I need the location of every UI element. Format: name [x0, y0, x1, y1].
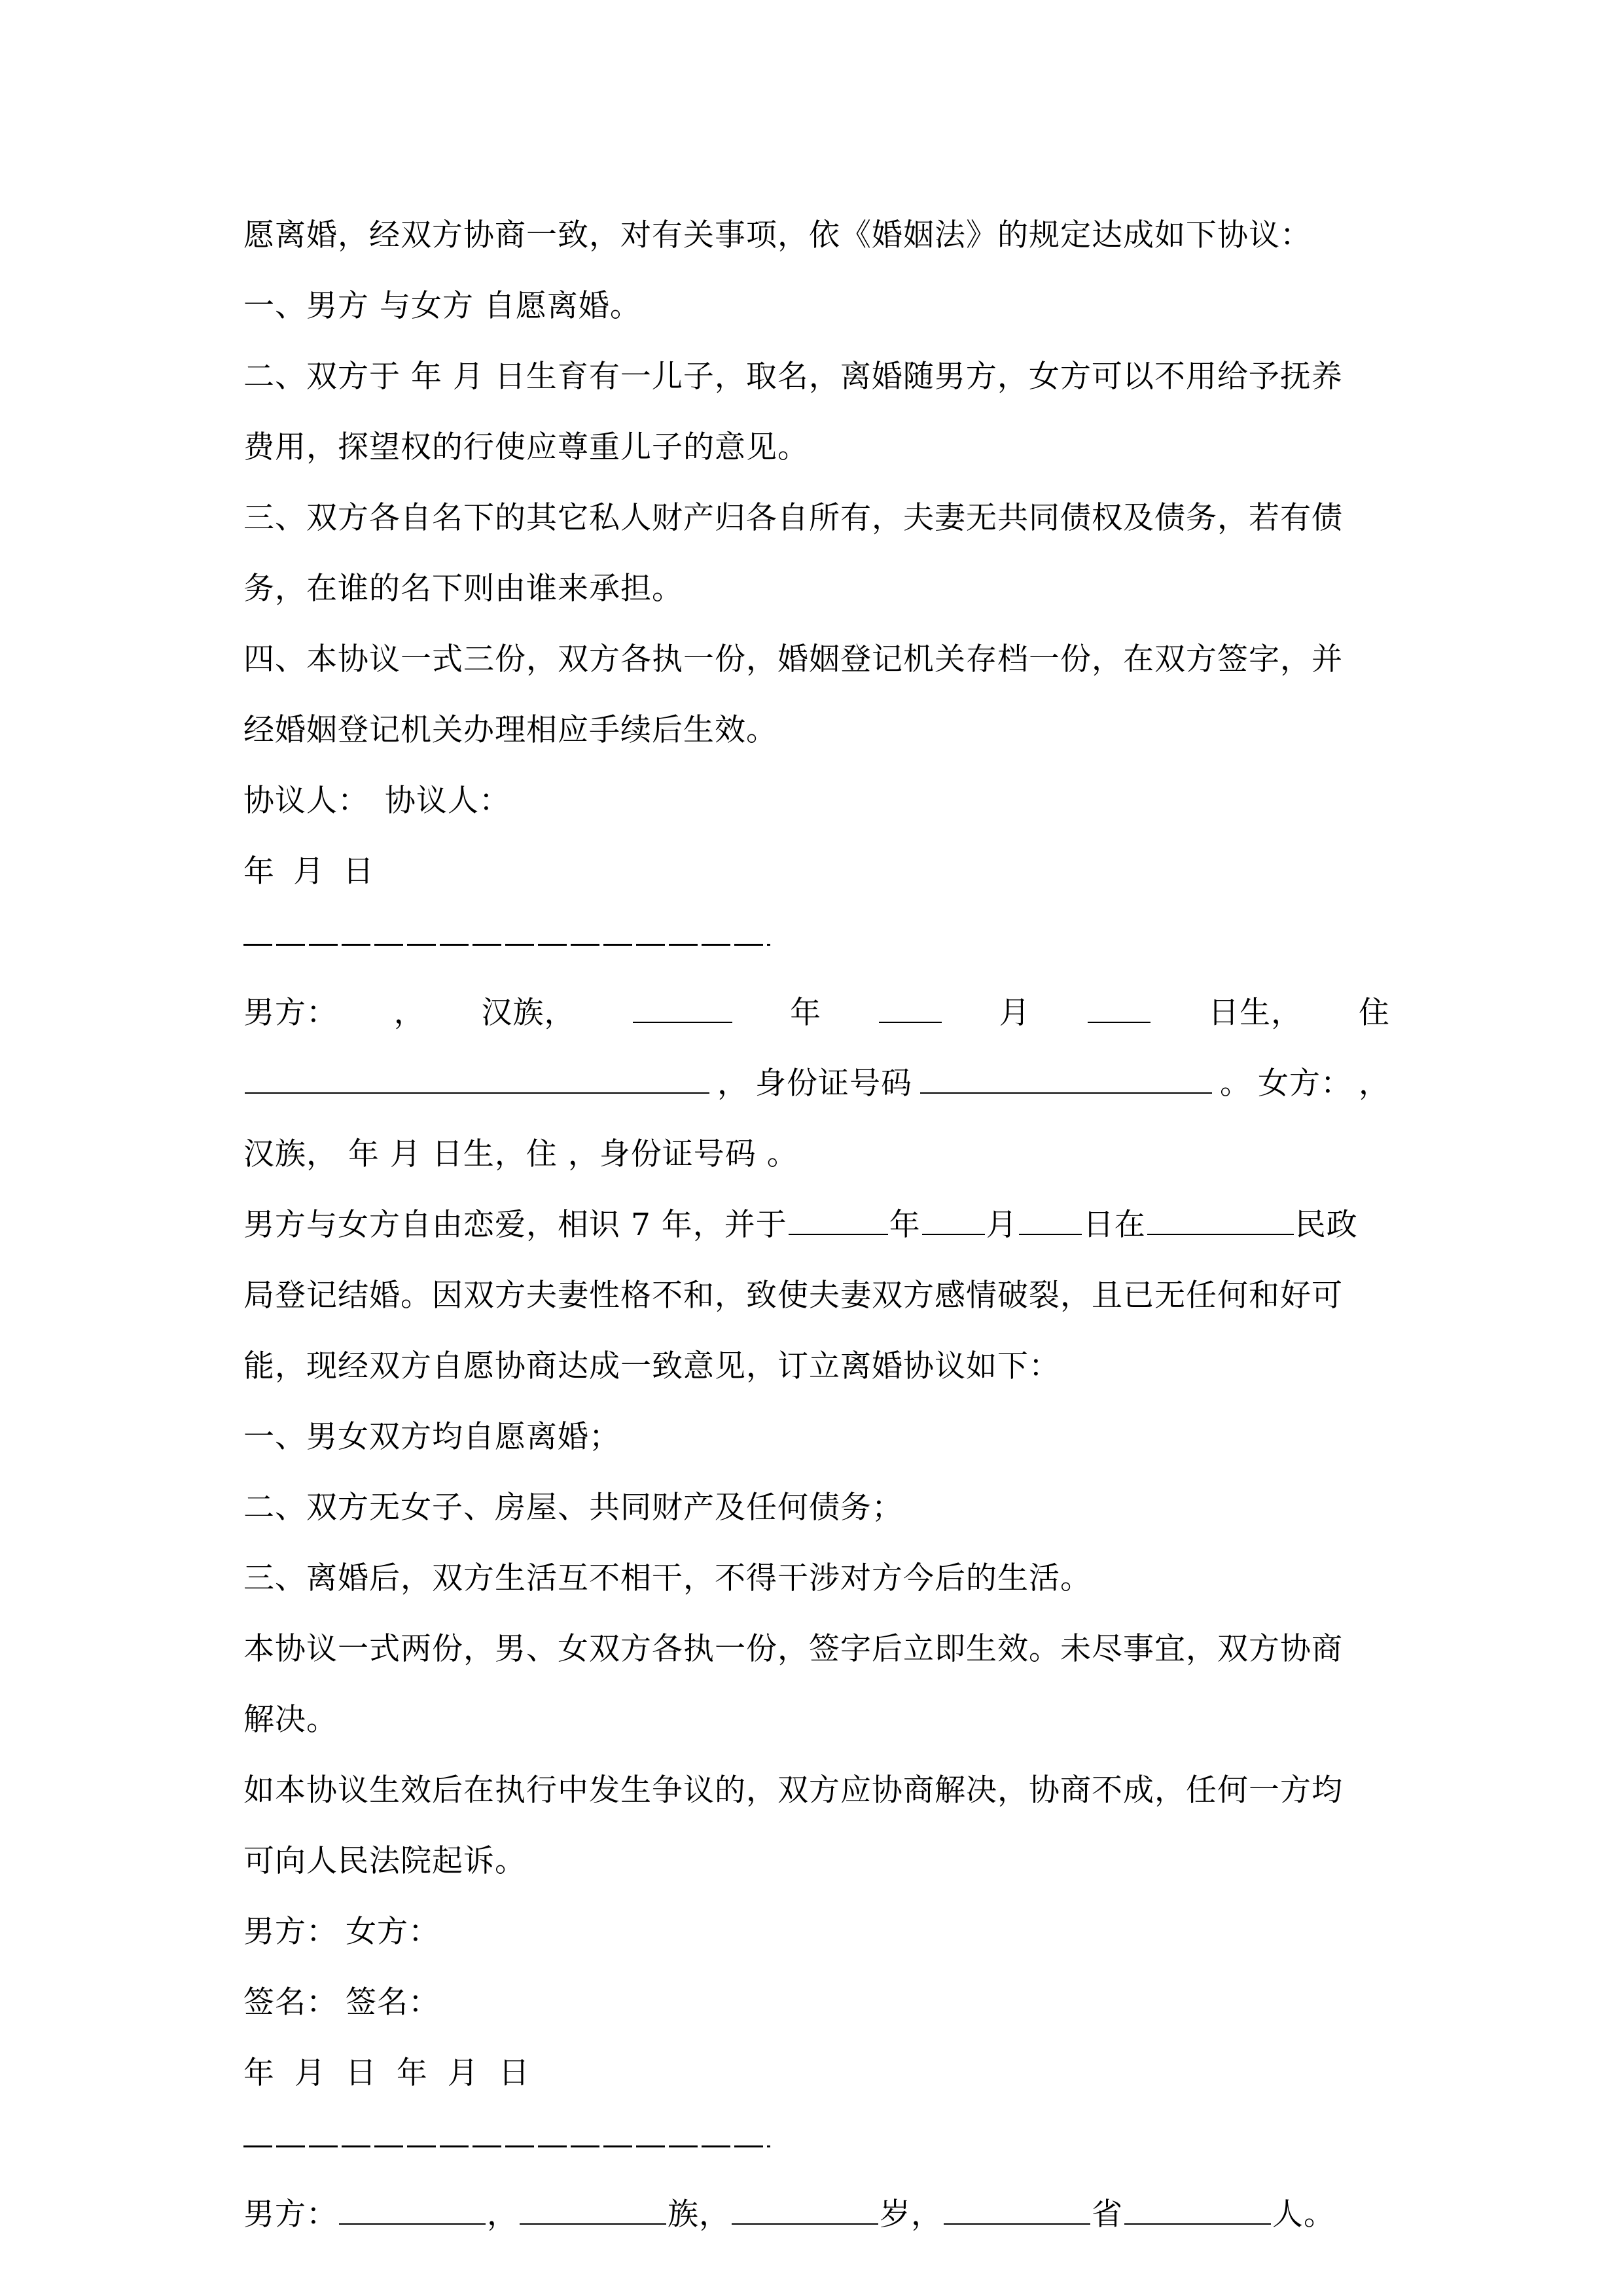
party-label: 协议人： — [385, 783, 510, 819]
relationship-line-2: 局登记结婚。因双方夫妻性格不和，致使夫妻双方感情破裂，且已无任何和好可 — [243, 1278, 1343, 1314]
age-blank[interactable] — [732, 2197, 878, 2225]
section-separator — [243, 2109, 1390, 2179]
male-party-label: 男方： — [243, 1914, 338, 1950]
male-signature-label: 签名： — [243, 1984, 338, 2020]
comma: ， — [393, 995, 425, 1031]
clause-4-continuation: 经婚姻登记机关办理相应手续后生效。 — [243, 712, 777, 748]
ethnicity-suffix: 族， — [668, 2197, 730, 2233]
month-label: 月 — [986, 1207, 1018, 1243]
province-suffix: 省 — [1092, 2197, 1123, 2233]
hometown-blank[interactable] — [1124, 2197, 1271, 2225]
name-blank[interactable] — [339, 2197, 486, 2225]
date-month: 月 — [293, 853, 325, 889]
marriage-year-blank[interactable] — [789, 1208, 888, 1235]
clause-line: 二、双方无女子、房屋、共同财产及任何债务； — [243, 1490, 903, 1526]
comma: ， — [1359, 1066, 1390, 1102]
ethnicity-text: 汉族， — [481, 995, 576, 1031]
relationship-suffix: 民政 — [1294, 1207, 1358, 1243]
comma: ， — [717, 1066, 749, 1102]
copies-line: 本协议一式两份，男、女双方各执一份，签字后立即生效。未尽事宜，双方协商 — [243, 1631, 1343, 1667]
province-blank[interactable] — [944, 2197, 1090, 2225]
day-born-label: 日生， — [1208, 995, 1303, 1031]
copies-line-2: 解决。 — [243, 1702, 338, 1738]
civil-affairs-bureau-blank[interactable] — [1147, 1208, 1294, 1235]
female-info-line: 汉族， 年 月 日生，住 ，身份证号码 。 — [243, 1136, 798, 1172]
clause-3-line: 三、双方各自名下的其它私人财产归各自所有，夫妻无共同债权及债务，若有债 — [243, 500, 1343, 536]
male-label: 男方： — [243, 995, 338, 1031]
year-label: 年 — [889, 1207, 921, 1243]
person-suffix: 人。 — [1272, 2197, 1335, 2233]
male-address-id-line — [243, 1049, 1390, 1119]
clause-line: 一、男女双方均自愿离婚； — [243, 1419, 620, 1455]
signature-dates-line: 年 月 日 年 月 日 — [243, 2055, 530, 2091]
clause-2-line: 二、双方于 年 月 日生育有一儿子，取名，离婚随男方，女方可以不用给予抚养 — [243, 359, 1343, 395]
period: 。 — [1220, 1066, 1251, 1102]
id-number-blank[interactable] — [920, 1066, 1212, 1094]
reside-label: 住 — [1358, 995, 1390, 1031]
male-info-line — [243, 978, 1390, 1049]
female-label: 女方： — [1258, 1066, 1352, 1102]
section-separator — [243, 907, 1390, 978]
ethnicity-blank[interactable] — [520, 2197, 666, 2225]
dispute-line-2: 可向人民法院起诉。 — [243, 1843, 526, 1879]
dispute-line: 如本协议生效后在执行中发生争议的，双方应协商解决，协商不成，任何一方均 — [243, 1772, 1343, 1808]
agreement-date-line — [243, 836, 1390, 907]
address-blank[interactable] — [245, 1066, 709, 1094]
id-number-label: 身份证号码 — [755, 1066, 912, 1102]
clause-2-continuation: 费用，探望权的行使应尊重儿子的意见。 — [243, 429, 809, 465]
age-suffix: 岁， — [880, 2197, 942, 2233]
date-day: 日 — [342, 853, 374, 889]
clause-3-continuation: 务，在谁的名下则由谁来承担。 — [243, 571, 683, 607]
day-at-label: 日在 — [1082, 1207, 1146, 1243]
clause-line: 三、离婚后，双方生活互不相干，不得干涉对方今后的生活。 — [243, 1560, 1092, 1596]
marriage-month-blank[interactable] — [922, 1208, 985, 1235]
male-details-line — [243, 2179, 1390, 2250]
agreement-parties-line — [243, 766, 1390, 836]
birth-day-blank[interactable] — [1088, 996, 1150, 1023]
birth-month-blank[interactable] — [879, 996, 942, 1023]
year-label: 年 — [790, 995, 822, 1031]
relationship-line-3: 能，现经双方自愿协商达成一致意见，订立离婚协议如下： — [243, 1348, 1060, 1384]
female-party-label: 女方： — [346, 1914, 440, 1950]
party-label: 协议人： — [243, 783, 369, 819]
clause-1-line: 一、男方 与女方 自愿离婚。 — [243, 288, 641, 324]
date-year: 年 — [243, 853, 275, 889]
month-label: 月 — [999, 995, 1031, 1031]
paragraph-line: 愿离婚，经双方协商一致，对有关事项，依《婚姻法》的规定达成如下协议： — [243, 217, 1311, 253]
male-label: 男方： — [243, 2197, 338, 2233]
document-page — [243, 200, 1390, 2250]
dash-rule — [243, 944, 770, 946]
comma: ， — [487, 2197, 518, 2233]
relationship-prefix: 男方与女方自由恋爱，相识 7 年，并于 — [243, 1207, 787, 1243]
dash-rule — [243, 2145, 770, 2147]
birth-year-blank[interactable] — [633, 996, 732, 1023]
signatures-line — [243, 1967, 1390, 2038]
relationship-line — [243, 1190, 1390, 1261]
clause-4-line: 四、本协议一式三份，双方各执一份，婚姻登记机关存档一份，在双方签字，并 — [243, 641, 1343, 677]
parties-line — [243, 1897, 1390, 1967]
female-signature-label: 签名： — [346, 1984, 440, 2020]
marriage-day-blank[interactable] — [1019, 1208, 1082, 1235]
